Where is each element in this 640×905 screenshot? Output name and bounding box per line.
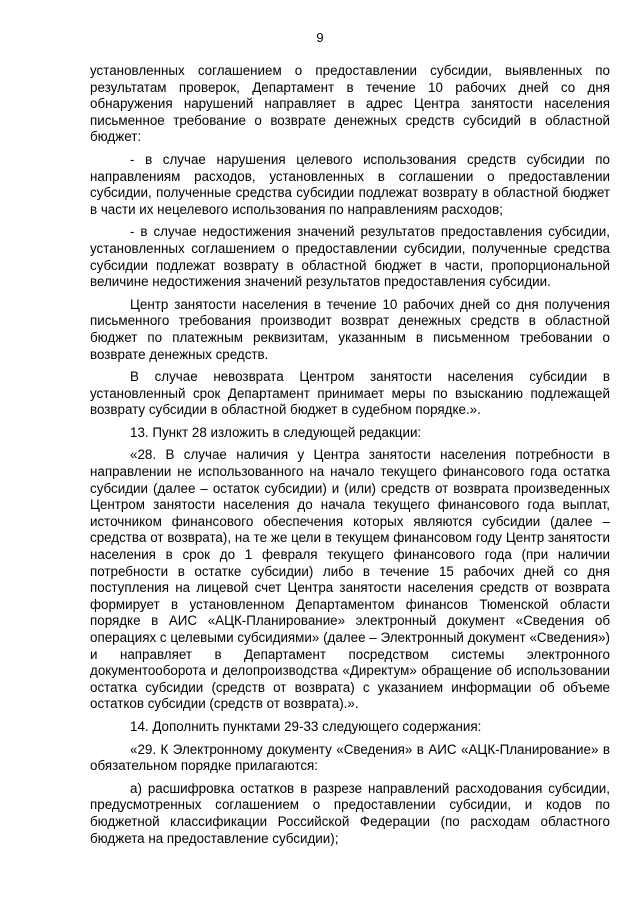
paragraph-refund-deadline: Центр занятости населения в течение 10 рабочих дней со дня получения письменного требования производит возврат денежных средств в областной бюджет по платежным реквизитам, указанным в письменном требовании о возврате денежных средств. <box>90 296 610 362</box>
document-body <box>90 63 610 853</box>
paragraph-court-recovery: В случае невозврата Центром занятости населения субсидии в установленный срок Департамент принимает меры по взысканию подлежащей возврату субсидии в областной бюджет в судебном порядке.». <box>90 369 610 418</box>
paragraph-subitem-a: а) расшифровка остатков в разрезе направлений расходования субсидии, предусмотренных соглашением о предоставлении субсидии, и кодов по бюджетной классификации Российской Федерации (по расходам областного бюджета на предоставление субсидии); <box>90 780 610 846</box>
paragraph-item-14: 14. Дополнить пунктами 29-33 следующего содержания: <box>130 718 482 734</box>
paragraph-misuse-return: - в случае нарушения целевого использования средств субсидии по направлениям расходов, установленных в соглашении о предоставлении субсидии, полученные средства субсидии подлежат возврату в областной бюджет в части их нецелевого использования по направлениям расходов; <box>90 151 610 217</box>
paragraph-continuation: установленных соглашением о предоставлении субсидии, выявленных по результатам проверок, Департамент в течение 10 рабочих дней со дня обнаружения нарушений направляет в адрес Центра занятости населения письменное требование о возврате денежных средств субсидий в областной бюджет: <box>90 63 610 145</box>
paragraph-item-13: 13. Пункт 28 изложить в следующей редакции: <box>130 424 422 440</box>
paragraph-clause-28: «28. В случае наличия у Центра занятости населения потребности в направлении не использованного на начало текущего финансового года остатка субсидии (далее – остаток субсидии) и (или) средств от возврата произведенных Центром занятости населения до начала текущего финансового года выплат, источником финансового обеспечения которых являются субсидии (далее – средства от возврата), на те же цели в текущем финансовом году Центр занятости населения в срок до 1 февраля текущего финансового года (при наличии потребности в остатке субсидии) либо в течение 15 рабочих дней со дня поступления на лицевой счет Центра занятости населения средств от возврата формирует в установленном Департаментом финансов Тюменской области порядке в АИС «АЦК-Планирование» электронный документ «Сведения об операциях с целевыми субсидиями» (далее – Электронный документ «Сведения») и направляет в Департамент посредством системы электронного документооборота и делопроизводства «Директум» обращение об использовании остатка субсидии (средств от возврата) с указанием информации об объеме остатков субсидии (средств от возврата).». <box>90 447 610 712</box>
paragraph-clause-29: «29. К Электронному документу «Сведения» в АИС «АЦК-Планирование» в обязательном порядке прилагаются: <box>90 741 610 774</box>
page-number: 9 <box>316 30 324 45</box>
paragraph-nonachievement-return: - в случае недостижения значений результатов предоставления субсидии, установленных соглашением о предоставлении субсидии, полученные средства субсидии подлежат возврату в областной бюджет в части, пропорциональной величине недостижения значений результатов предоставления субсидии. <box>90 224 610 290</box>
